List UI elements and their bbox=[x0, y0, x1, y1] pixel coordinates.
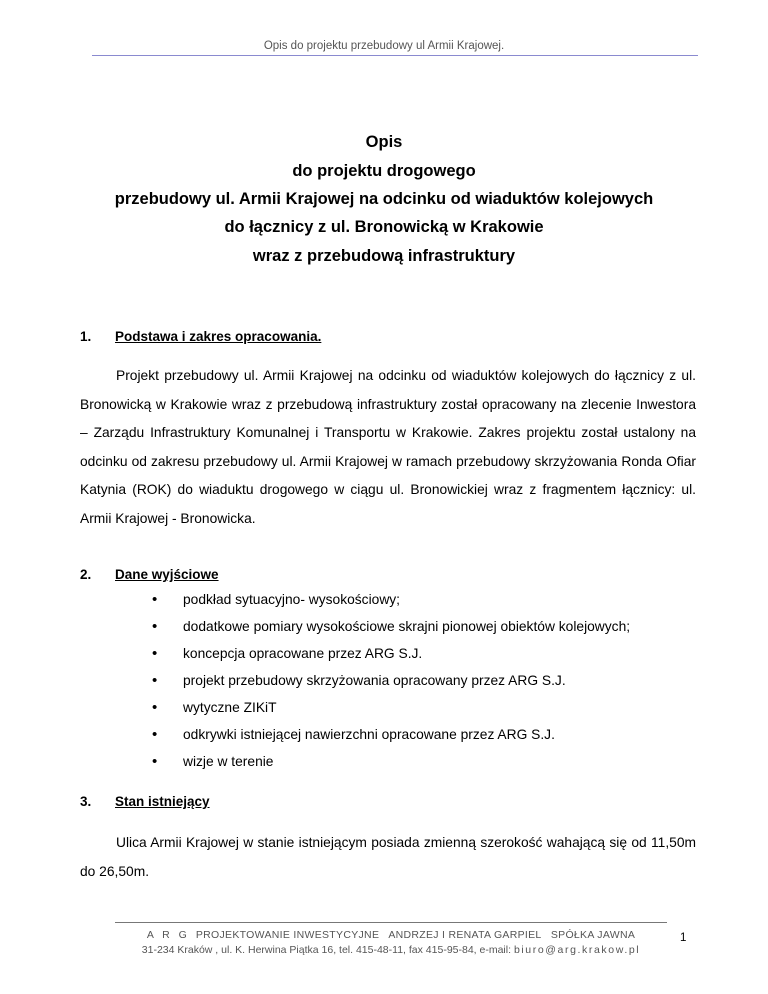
list-item-text: wizje w terenie bbox=[183, 754, 274, 769]
section-3-heading bbox=[80, 794, 210, 809]
footer-company-abbr: A R G bbox=[146, 929, 190, 941]
footer-company-name: PROJEKTOWANIE INWESTYCYJNE ANDRZEJ I RENATA GARPIEL SPÓŁKA JAWNA bbox=[195, 929, 636, 941]
section-3-title: Stan istniejący bbox=[115, 794, 210, 809]
footer-address bbox=[0, 944, 768, 956]
page-number: 1 bbox=[680, 932, 687, 944]
bullet-icon: • bbox=[152, 618, 158, 635]
section-2-title: Dane wyjściowe bbox=[115, 567, 219, 582]
list-item-text: podkład sytuacyjno- wysokościowy; bbox=[183, 592, 401, 607]
list-item-text: dodatkowe pomiary wysokościowe skrajni pionowej obiektów kolejowych; bbox=[183, 619, 631, 634]
bullet-icon: • bbox=[152, 726, 158, 743]
list-item-text: odkrywki istniejącej nawierzchni opracowane przez ARG S.J. bbox=[183, 727, 555, 742]
section-1-number: 1. bbox=[80, 329, 92, 344]
footer-rule bbox=[115, 922, 667, 923]
title-line-1: Opis bbox=[365, 133, 403, 151]
footer-company bbox=[0, 929, 768, 941]
footer-address-text: 31-234 Kraków , ul. K. Herwina Piątka 16, tel. 415-48-11, fax 415-95-84, e-mail: bbox=[141, 944, 512, 956]
list-item-text: wytyczne ZIKiT bbox=[183, 700, 277, 715]
section-2-heading bbox=[80, 567, 219, 582]
title-line-5: wraz z przebudową infrastruktury bbox=[252, 247, 516, 265]
bullet-icon: • bbox=[152, 591, 158, 608]
title-line-2: do projektu drogowego bbox=[292, 162, 476, 180]
section-3-body: Ulica Armii Krajowej w stanie istniejącym posiada zmienną szerokość wahającą się od 11,50m do 26,50m. bbox=[80, 835, 696, 879]
bullet-icon: • bbox=[152, 672, 158, 689]
title-line-3: przebudowy ul. Armii Krajowej na odcinku od wiaduktów kolejowych bbox=[114, 190, 654, 208]
list-item-text: koncepcja opracowane przez ARG S.J. bbox=[183, 646, 423, 661]
title-line-4: do łącznicy z ul. Bronowicką w Krakowie bbox=[224, 218, 544, 236]
section-1-heading bbox=[80, 329, 321, 344]
bullet-icon: • bbox=[152, 699, 158, 716]
running-header: Opis do projektu przebudowy ul Armii Krajowej. bbox=[263, 40, 505, 52]
bullet-icon: • bbox=[152, 753, 158, 770]
footer-email: biuro@arg.krakow.pl bbox=[513, 944, 641, 956]
section-2-number: 2. bbox=[80, 567, 92, 582]
header-rule bbox=[92, 55, 698, 56]
section-1-title: Podstawa i zakres opracowania. bbox=[115, 329, 322, 344]
section-1-body: Projekt przebudowy ul. Armii Krajowej na odcinku od wiaduktów kolejowych do łącznicy z ul. Bronowicką w Krakowie wraz z przebudową infrastruktury został opracowany na zlecenie Inwestora – Zarządu Infrastruktury Komunalnej i Transportu w Krakowie. Zakres projektu został ustalony na odcinku od zakresu przebudowy ul. Armii Krajowej w ramach przebudowy skrzyżowania Ronda Ofiar Katynia (ROK) do wiaduktu drogowego w ciągu ul. Bronowickiej wraz z fragmentem łącznicy: ul. Armii Krajowej - Bronowicka. bbox=[80, 368, 696, 526]
section-3-number: 3. bbox=[80, 794, 92, 809]
bullet-icon: • bbox=[152, 645, 158, 662]
list-item-text: projekt przebudowy skrzyżowania opracowany przez ARG S.J. bbox=[183, 673, 566, 688]
